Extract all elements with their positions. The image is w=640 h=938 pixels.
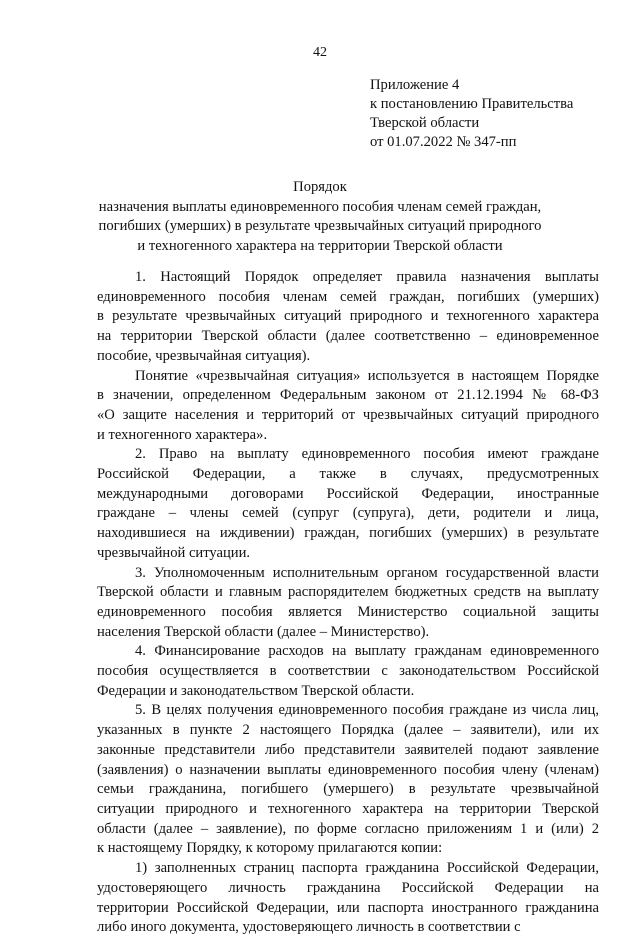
text-line: к настоящему Порядку, к которому прилагаются копии: <box>97 840 443 857</box>
text-line: либо иного документа, удостоверяющего личность в соответствии с <box>97 919 521 936</box>
text-line: единовременного пособия является Министерство социальной защиты <box>97 603 599 620</box>
paragraph <box>97 701 599 859</box>
text-line: граждане – члены семей (супруг (супруга), дети, родители и лица, <box>97 505 599 522</box>
text-line: законные представители либо представители заявителей подают заявление <box>97 741 599 758</box>
text-line: удостоверяющего личность гражданина Российской Федерации на <box>97 879 599 896</box>
text-line: 1. Настоящий Порядок определяет правила назначения выплаты <box>135 269 599 285</box>
title-heading: Порядок <box>293 179 347 195</box>
text-line: (заявления) о назначении выплаты единовременного пособия члену (членам) <box>97 761 599 778</box>
document-body <box>97 268 599 938</box>
paragraph <box>97 367 599 446</box>
document-title <box>60 178 580 256</box>
text-line: чрезвычайной ситуации. <box>97 544 251 561</box>
text-line: ситуации природного и техногенного характера на территории Тверской <box>97 800 599 817</box>
text-line: территории Российской Федерации, или паспорта иностранного гражданина <box>97 899 599 916</box>
paragraph <box>97 268 599 367</box>
text-line: 4. Финансирование расходов на выплату гражданам единовременного <box>135 643 599 660</box>
text-line: Понятие «чрезвычайная ситуация» используется в настоящем Порядке <box>135 367 599 384</box>
appendix-line: к постановлению Правительства <box>370 96 574 112</box>
text-line: населения Тверской области (далее – Министерство). <box>97 623 430 640</box>
text-line: 2. Право на выплату единовременного пособия имеют граждане <box>135 446 599 463</box>
text-line: области (далее – заявление), по форме согласно приложениям 1 и (или) 2 <box>97 820 599 837</box>
text-line: 3. Уполномоченным исполнительным органом государственной власти <box>135 564 599 581</box>
text-line: на территории Тверской области (далее соответственно – единовременное <box>97 328 599 345</box>
text-line: «О защите населения и территорий от чрезвычайных ситуаций природного <box>97 406 599 423</box>
appendix-header <box>370 76 573 152</box>
text-line: находившиеся на иждивении) граждан, погибших (умерших) в результате <box>97 525 599 542</box>
text-line: Российской Федерации, а также в случаях, предусмотренных <box>97 466 599 483</box>
text-line: международными договорами Российской Федерации, иностранные <box>97 485 599 502</box>
text-line: Тверской области и главным распорядителем бюджетных средств на выплату <box>97 584 599 601</box>
text-line: и техногенного характера». <box>97 426 268 443</box>
paragraph <box>97 642 599 701</box>
text-line: указанных в пункте 2 настоящего Порядка (далее – заявители), или их <box>97 722 599 739</box>
appendix-line: Тверской области <box>370 115 480 131</box>
page-number: 42 <box>313 45 327 60</box>
text-line: 5. В целях получения единовременного пособия граждане из числа лиц, <box>135 702 599 719</box>
title-line: назначения выплаты единовременного пособия членам семей граждан, <box>98 198 542 215</box>
paragraph <box>97 445 599 563</box>
text-line: 1) заполненных страниц паспорта гражданина Российской Федерации, <box>135 860 599 877</box>
text-line: единовременного пособия членам семей граждан, погибших (умерших) <box>97 288 599 305</box>
appendix-line: от 01.07.2022 № 347-пп <box>370 134 517 150</box>
text-line: Федерации и законодательством Тверской области. <box>97 682 415 699</box>
text-line: семьи гражданина, погибшего (умершего) в результате чрезвычайной <box>97 781 599 798</box>
appendix-line: Приложение 4 <box>370 77 460 93</box>
text-line: в результате чрезвычайных ситуаций природного и техногенного характера <box>97 308 599 325</box>
title-line: и техногенного характера на территории Тверской области <box>137 237 503 254</box>
text-line: пособие, чрезвычайная ситуация). <box>97 347 311 364</box>
paragraph <box>97 859 599 938</box>
text-line: в значении, определенном Федеральным законом от 21.12.1994 № 68-ФЗ <box>97 387 599 404</box>
title-line: погибших (умерших) в результате чрезвычайных ситуаций природного <box>98 218 542 234</box>
paragraph <box>97 564 599 643</box>
text-line: пособия осуществляется в соответствии с законодательством Российской <box>97 663 599 680</box>
